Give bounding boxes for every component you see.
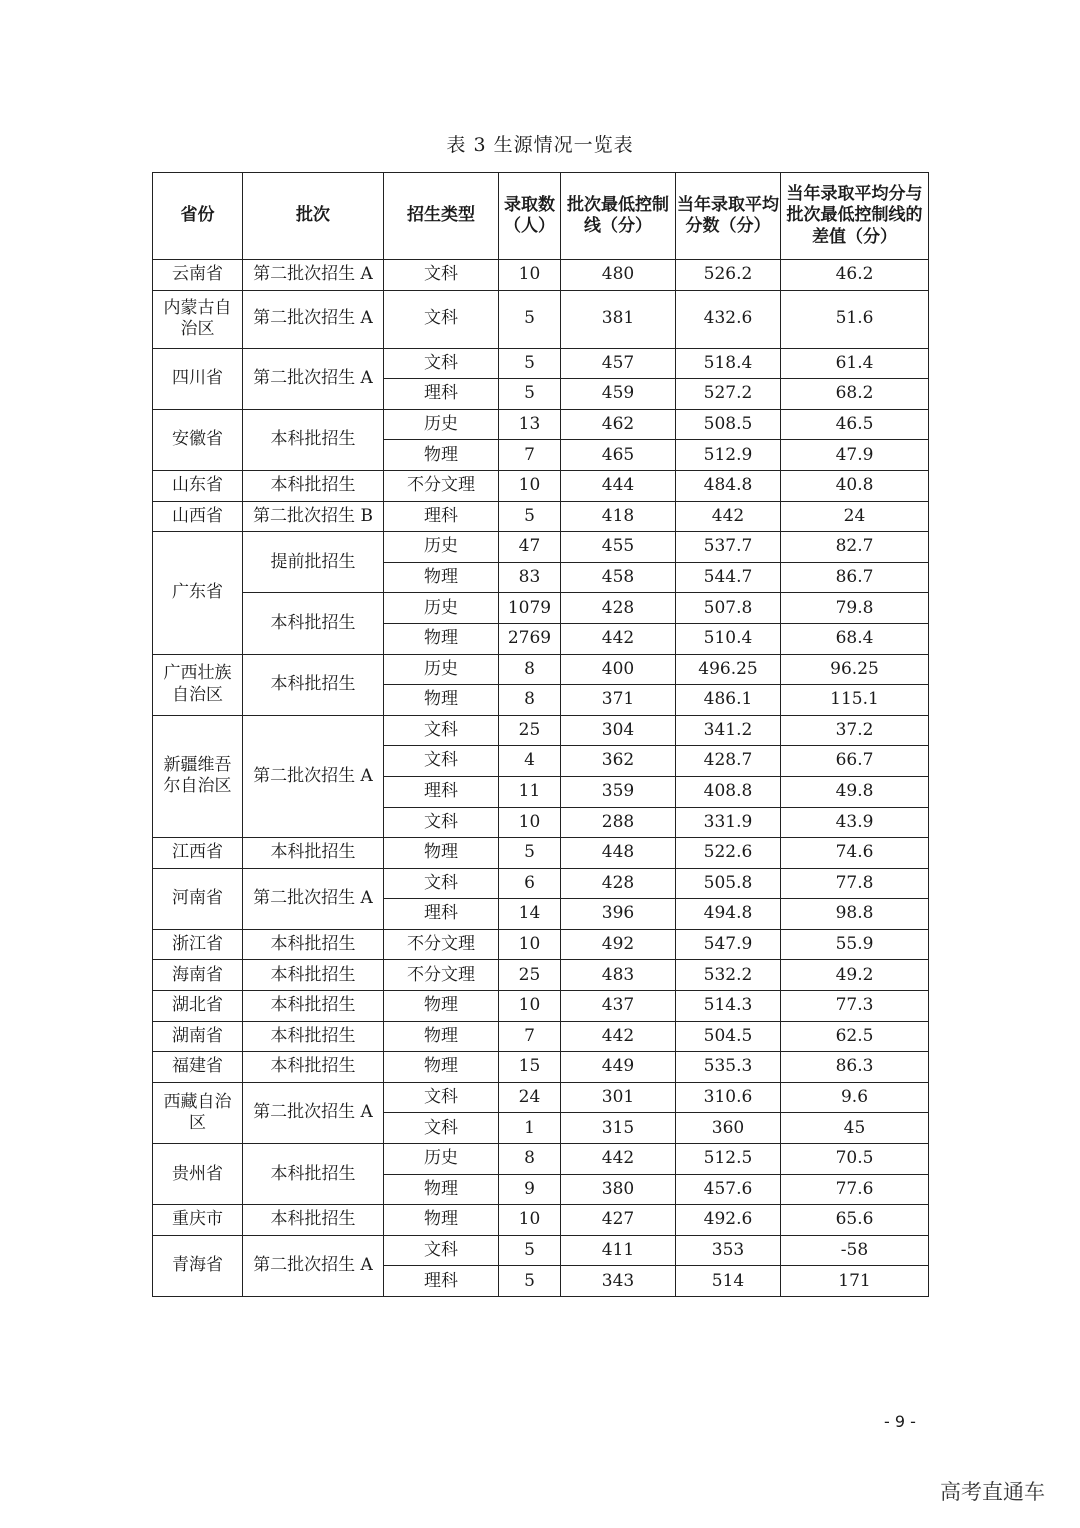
type-cell: 文科 <box>384 715 499 746</box>
batch-cell: 第二批次招生 B <box>243 501 384 532</box>
batch-cell: 本科批招生 <box>243 1021 384 1052</box>
table-row <box>153 260 929 291</box>
average-cell: 512.9 <box>676 440 781 471</box>
count-cell: 9 <box>499 1174 561 1205</box>
count-cell: 10 <box>499 1205 561 1236</box>
province-cell: 山东省 <box>153 470 243 501</box>
count-cell: 4 <box>499 746 561 777</box>
table-row <box>153 715 929 746</box>
header-type: 招生类型 <box>384 173 499 260</box>
difference-cell: 45 <box>781 1113 929 1144</box>
table-row <box>153 654 929 685</box>
type-cell: 历史 <box>384 1144 499 1175</box>
control-line-cell: 437 <box>561 991 676 1022</box>
difference-cell: 24 <box>781 501 929 532</box>
difference-cell: 47.9 <box>781 440 929 471</box>
control-line-cell: 462 <box>561 409 676 440</box>
control-line-cell: 418 <box>561 501 676 532</box>
batch-cell: 第二批次招生 A <box>243 348 384 409</box>
type-cell: 物理 <box>384 440 499 471</box>
province-cell: 浙江省 <box>153 929 243 960</box>
control-line-cell: 459 <box>561 379 676 410</box>
type-cell: 理科 <box>384 501 499 532</box>
batch-cell: 本科批招生 <box>243 1205 384 1236</box>
average-cell: 504.5 <box>676 1021 781 1052</box>
table-row <box>153 1052 929 1083</box>
difference-cell: -58 <box>781 1235 929 1266</box>
batch-cell: 本科批招生 <box>243 470 384 501</box>
province-cell: 内蒙古自治区 <box>153 290 243 348</box>
control-line-cell: 381 <box>561 290 676 348</box>
difference-cell: 68.4 <box>781 623 929 654</box>
batch-cell: 第二批次招生 A <box>243 715 384 837</box>
average-cell: 514 <box>676 1266 781 1297</box>
control-line-cell: 480 <box>561 260 676 291</box>
batch-cell: 提前批招生 <box>243 532 384 593</box>
batch-cell: 本科批招生 <box>243 409 384 470</box>
difference-cell: 37.2 <box>781 715 929 746</box>
difference-cell: 40.8 <box>781 470 929 501</box>
difference-cell: 49.2 <box>781 960 929 991</box>
count-cell: 5 <box>499 348 561 379</box>
count-cell: 10 <box>499 260 561 291</box>
type-cell: 物理 <box>384 562 499 593</box>
difference-cell: 96.25 <box>781 654 929 685</box>
province-cell: 安徽省 <box>153 409 243 470</box>
batch-cell: 本科批招生 <box>243 991 384 1022</box>
count-cell: 5 <box>499 1266 561 1297</box>
batch-cell: 本科批招生 <box>243 593 384 654</box>
type-cell: 历史 <box>384 532 499 563</box>
table-row <box>153 1082 929 1113</box>
province-cell: 四川省 <box>153 348 243 409</box>
control-line-cell: 380 <box>561 1174 676 1205</box>
table-row <box>153 501 929 532</box>
average-cell: 535.3 <box>676 1052 781 1083</box>
batch-cell: 本科批招生 <box>243 929 384 960</box>
count-cell: 7 <box>499 1021 561 1052</box>
average-cell: 310.6 <box>676 1082 781 1113</box>
header-control-line: 批次最低控制线（分） <box>561 173 676 260</box>
average-cell: 512.5 <box>676 1144 781 1175</box>
type-cell: 物理 <box>384 1174 499 1205</box>
batch-cell: 第二批次招生 A <box>243 1082 384 1143</box>
type-cell: 理科 <box>384 1266 499 1297</box>
page-number: - 9 - <box>884 1412 916 1431</box>
average-cell: 547.9 <box>676 929 781 960</box>
control-line-cell: 343 <box>561 1266 676 1297</box>
control-line-cell: 400 <box>561 654 676 685</box>
header-average: 当年录取平均分数（分） <box>676 173 781 260</box>
type-cell: 文科 <box>384 260 499 291</box>
average-cell: 510.4 <box>676 623 781 654</box>
control-line-cell: 448 <box>561 838 676 869</box>
control-line-cell: 455 <box>561 532 676 563</box>
count-cell: 8 <box>499 654 561 685</box>
count-cell: 10 <box>499 929 561 960</box>
table-row <box>153 1235 929 1266</box>
count-cell: 10 <box>499 991 561 1022</box>
control-line-cell: 483 <box>561 960 676 991</box>
type-cell: 不分文理 <box>384 960 499 991</box>
average-cell: 484.8 <box>676 470 781 501</box>
table-row <box>153 960 929 991</box>
count-cell: 15 <box>499 1052 561 1083</box>
count-cell: 25 <box>499 715 561 746</box>
type-cell: 历史 <box>384 409 499 440</box>
average-cell: 408.8 <box>676 776 781 807</box>
type-cell: 文科 <box>384 1235 499 1266</box>
province-cell: 海南省 <box>153 960 243 991</box>
type-cell: 文科 <box>384 746 499 777</box>
difference-cell: 79.8 <box>781 593 929 624</box>
batch-cell: 本科批招生 <box>243 960 384 991</box>
table-row <box>153 929 929 960</box>
batch-cell: 第二批次招生 A <box>243 260 384 291</box>
province-cell: 湖南省 <box>153 1021 243 1052</box>
table-row <box>153 532 929 563</box>
province-cell: 江西省 <box>153 838 243 869</box>
count-cell: 25 <box>499 960 561 991</box>
difference-cell: 61.4 <box>781 348 929 379</box>
average-cell: 532.2 <box>676 960 781 991</box>
count-cell: 8 <box>499 1144 561 1175</box>
type-cell: 不分文理 <box>384 470 499 501</box>
difference-cell: 77.3 <box>781 991 929 1022</box>
average-cell: 518.4 <box>676 348 781 379</box>
control-line-cell: 304 <box>561 715 676 746</box>
control-line-cell: 428 <box>561 593 676 624</box>
count-cell: 7 <box>499 440 561 471</box>
control-line-cell: 359 <box>561 776 676 807</box>
difference-cell: 46.2 <box>781 260 929 291</box>
type-cell: 物理 <box>384 991 499 1022</box>
province-cell: 新疆维吾尔自治区 <box>153 715 243 837</box>
count-cell: 47 <box>499 532 561 563</box>
type-cell: 物理 <box>384 1021 499 1052</box>
control-line-cell: 442 <box>561 623 676 654</box>
header-difference: 当年录取平均分与批次最低控制线的差值（分） <box>781 173 929 260</box>
average-cell: 527.2 <box>676 379 781 410</box>
type-cell: 物理 <box>384 838 499 869</box>
average-cell: 496.25 <box>676 654 781 685</box>
enrollment-table <box>152 172 929 1297</box>
count-cell: 83 <box>499 562 561 593</box>
count-cell: 2769 <box>499 623 561 654</box>
batch-cell: 本科批招生 <box>243 838 384 869</box>
difference-cell: 70.5 <box>781 1144 929 1175</box>
type-cell: 历史 <box>384 654 499 685</box>
table-row <box>153 1021 929 1052</box>
type-cell: 文科 <box>384 868 499 899</box>
difference-cell: 55.9 <box>781 929 929 960</box>
count-cell: 5 <box>499 379 561 410</box>
type-cell: 文科 <box>384 1082 499 1113</box>
control-line-cell: 465 <box>561 440 676 471</box>
difference-cell: 49.8 <box>781 776 929 807</box>
difference-cell: 82.7 <box>781 532 929 563</box>
difference-cell: 66.7 <box>781 746 929 777</box>
type-cell: 文科 <box>384 807 499 838</box>
batch-cell: 本科批招生 <box>243 1144 384 1205</box>
average-cell: 508.5 <box>676 409 781 440</box>
type-cell: 文科 <box>384 348 499 379</box>
control-line-cell: 457 <box>561 348 676 379</box>
province-cell: 重庆市 <box>153 1205 243 1236</box>
difference-cell: 86.3 <box>781 1052 929 1083</box>
difference-cell: 98.8 <box>781 899 929 930</box>
control-line-cell: 396 <box>561 899 676 930</box>
control-line-cell: 492 <box>561 929 676 960</box>
difference-cell: 171 <box>781 1266 929 1297</box>
type-cell: 理科 <box>384 379 499 410</box>
difference-cell: 74.6 <box>781 838 929 869</box>
type-cell: 理科 <box>384 776 499 807</box>
control-line-cell: 444 <box>561 470 676 501</box>
count-cell: 5 <box>499 290 561 348</box>
count-cell: 24 <box>499 1082 561 1113</box>
count-cell: 1 <box>499 1113 561 1144</box>
province-cell: 贵州省 <box>153 1144 243 1205</box>
batch-cell: 本科批招生 <box>243 1052 384 1083</box>
table-row <box>153 290 929 348</box>
average-cell: 428.7 <box>676 746 781 777</box>
batch-cell: 第二批次招生 A <box>243 868 384 929</box>
table-row <box>153 470 929 501</box>
control-line-cell: 362 <box>561 746 676 777</box>
batch-cell: 第二批次招生 A <box>243 1235 384 1296</box>
average-cell: 514.3 <box>676 991 781 1022</box>
table-row <box>153 409 929 440</box>
average-cell: 360 <box>676 1113 781 1144</box>
batch-cell: 本科批招生 <box>243 654 384 715</box>
difference-cell: 51.6 <box>781 290 929 348</box>
table-body <box>153 260 929 1297</box>
province-cell: 河南省 <box>153 868 243 929</box>
average-cell: 457.6 <box>676 1174 781 1205</box>
count-cell: 5 <box>499 501 561 532</box>
table-row <box>153 868 929 899</box>
average-cell: 544.7 <box>676 562 781 593</box>
control-line-cell: 427 <box>561 1205 676 1236</box>
average-cell: 432.6 <box>676 290 781 348</box>
header-batch: 批次 <box>243 173 384 260</box>
province-cell: 山西省 <box>153 501 243 532</box>
average-cell: 353 <box>676 1235 781 1266</box>
average-cell: 522.6 <box>676 838 781 869</box>
table-row <box>153 838 929 869</box>
header-province: 省份 <box>153 173 243 260</box>
control-line-cell: 301 <box>561 1082 676 1113</box>
count-cell: 10 <box>499 807 561 838</box>
province-cell: 广西壮族自治区 <box>153 654 243 715</box>
type-cell: 文科 <box>384 290 499 348</box>
count-cell: 11 <box>499 776 561 807</box>
batch-cell: 第二批次招生 A <box>243 290 384 348</box>
average-cell: 494.8 <box>676 899 781 930</box>
count-cell: 5 <box>499 1235 561 1266</box>
type-cell: 不分文理 <box>384 929 499 960</box>
control-line-cell: 458 <box>561 562 676 593</box>
type-cell: 物理 <box>384 1052 499 1083</box>
count-cell: 5 <box>499 838 561 869</box>
average-cell: 442 <box>676 501 781 532</box>
difference-cell: 86.7 <box>781 562 929 593</box>
province-cell: 西藏自治区 <box>153 1082 243 1143</box>
difference-cell: 77.6 <box>781 1174 929 1205</box>
count-cell: 10 <box>499 470 561 501</box>
table-row <box>153 991 929 1022</box>
average-cell: 526.2 <box>676 260 781 291</box>
watermark: 高考直通车 <box>940 1480 1045 1504</box>
count-cell: 14 <box>499 899 561 930</box>
type-cell: 文科 <box>384 1113 499 1144</box>
difference-cell: 68.2 <box>781 379 929 410</box>
table-row <box>153 1144 929 1175</box>
type-cell: 理科 <box>384 899 499 930</box>
table-row <box>153 348 929 379</box>
difference-cell: 46.5 <box>781 409 929 440</box>
average-cell: 505.8 <box>676 868 781 899</box>
control-line-cell: 442 <box>561 1144 676 1175</box>
average-cell: 341.2 <box>676 715 781 746</box>
province-cell: 青海省 <box>153 1235 243 1296</box>
difference-cell: 62.5 <box>781 1021 929 1052</box>
count-cell: 6 <box>499 868 561 899</box>
count-cell: 1079 <box>499 593 561 624</box>
province-cell: 广东省 <box>153 532 243 654</box>
province-cell: 湖北省 <box>153 991 243 1022</box>
control-line-cell: 288 <box>561 807 676 838</box>
table-row <box>153 1205 929 1236</box>
average-cell: 507.8 <box>676 593 781 624</box>
type-cell: 历史 <box>384 593 499 624</box>
average-cell: 492.6 <box>676 1205 781 1236</box>
average-cell: 486.1 <box>676 685 781 716</box>
difference-cell: 65.6 <box>781 1205 929 1236</box>
average-cell: 537.7 <box>676 532 781 563</box>
average-cell: 331.9 <box>676 807 781 838</box>
table-row <box>153 593 929 624</box>
header-count: 录取数（人） <box>499 173 561 260</box>
difference-cell: 115.1 <box>781 685 929 716</box>
control-line-cell: 449 <box>561 1052 676 1083</box>
control-line-cell: 411 <box>561 1235 676 1266</box>
control-line-cell: 442 <box>561 1021 676 1052</box>
control-line-cell: 371 <box>561 685 676 716</box>
table-caption: 表 3 生源情况一览表 <box>446 134 634 156</box>
control-line-cell: 315 <box>561 1113 676 1144</box>
difference-cell: 43.9 <box>781 807 929 838</box>
type-cell: 物理 <box>384 1205 499 1236</box>
header-row <box>153 173 929 260</box>
difference-cell: 77.8 <box>781 868 929 899</box>
count-cell: 13 <box>499 409 561 440</box>
type-cell: 物理 <box>384 685 499 716</box>
control-line-cell: 428 <box>561 868 676 899</box>
province-cell: 福建省 <box>153 1052 243 1083</box>
type-cell: 物理 <box>384 623 499 654</box>
difference-cell: 9.6 <box>781 1082 929 1113</box>
province-cell: 云南省 <box>153 260 243 291</box>
count-cell: 8 <box>499 685 561 716</box>
